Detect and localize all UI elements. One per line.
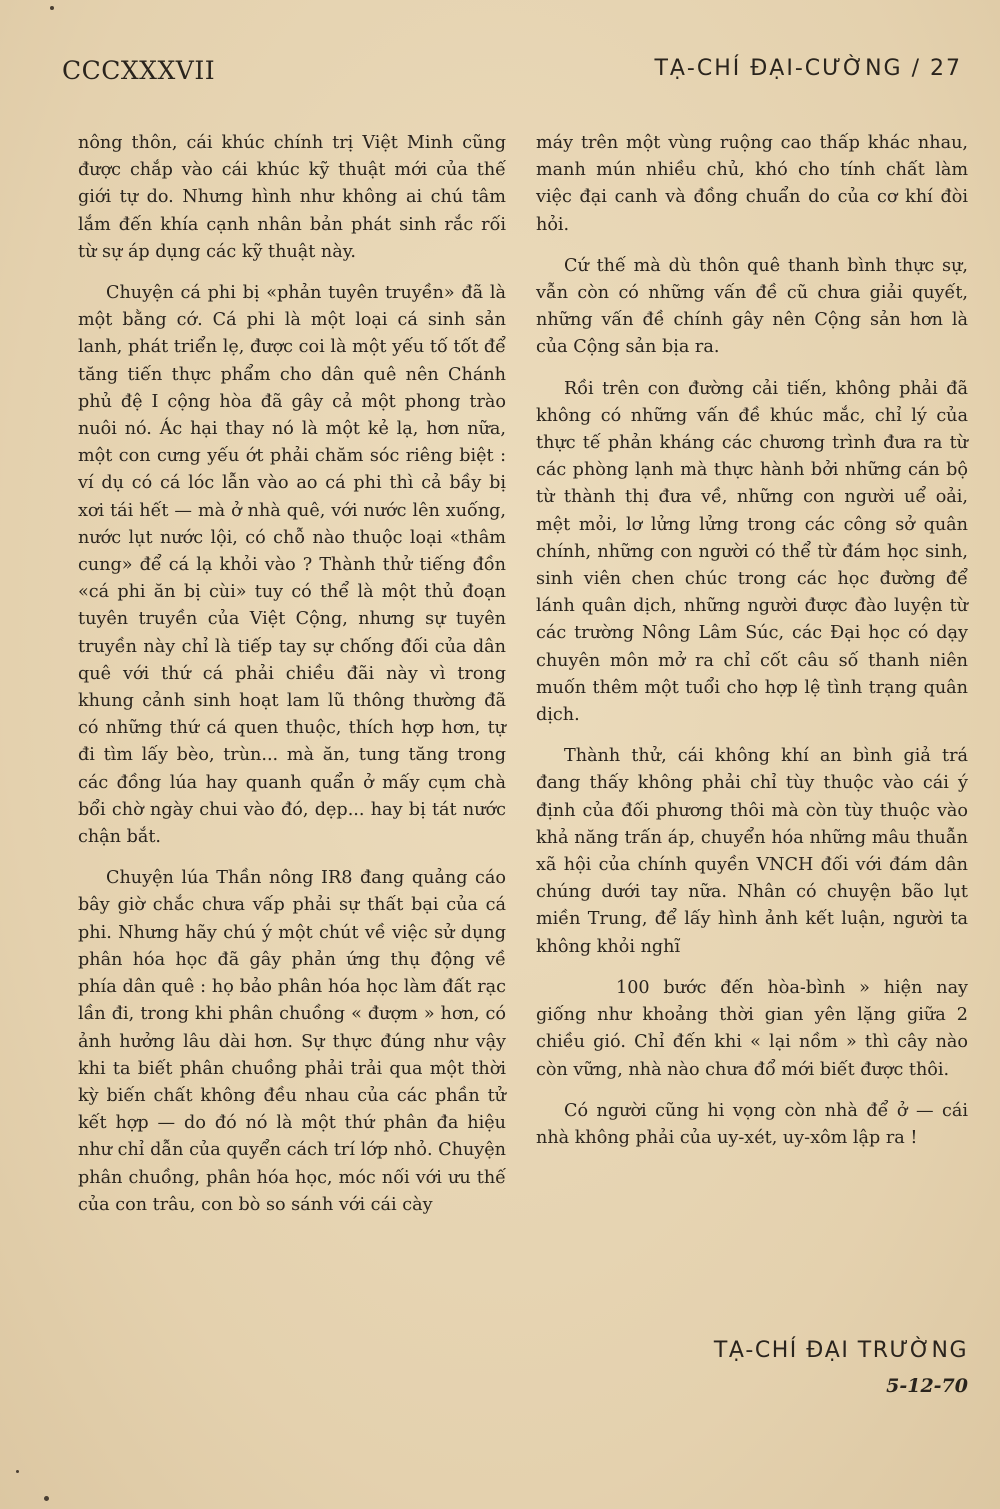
signature-date: 5-12-70 <box>886 1375 968 1397</box>
paper-speck <box>50 6 54 10</box>
paper-speck <box>44 1496 49 1501</box>
paragraph: Có người cũng hi vọng còn nhà để ở — cái nhà không phải của uy-xét, uy-xôm lập ra ! <box>536 1100 968 1148</box>
paragraph: Rồi trên con đường cải tiến, không phải đã không có những vấn đề khúc mắc, chỉ lý của thực tế phản kháng các chương trình đưa ra từ các phòng lạnh mà thực hành bởi những cán bộ từ thành thị đưa về, những con người uể oải, mệt mỏi, lơ lửng lửng trong các công sở quân chính, những con người có thể từ đám học sinh, sinh viên chen chúc trong các học đường để lánh quân dịch, những người được đào luyện từ các trường Nông Lâm Súc, các Đại học có dạy chuyên môn mở ra chỉ cốt câu số thanh niên muốn thêm một tuổi cho hợp lệ tình trạng quân dịch. <box>536 378 968 726</box>
paragraph: Cứ thế mà dù thôn quê thanh bình thực sự, vẫn còn có những vấn đề cũ chưa giải quyết, những vấn đề chính gây nên Cộng sản hơn là của Cộng sản bịa ra. <box>536 255 968 358</box>
paragraph: máy trên một vùng ruộng cao thấp khác nhau, manh mún nhiều chủ, khó cho tính chất làm việc đại canh và đồng chuẩn do của cơ khí đòi hỏi. <box>536 133 968 235</box>
paragraph: Chuyện cá phi bị «phản tuyên truyền» đã là một bằng cớ. Cá phi là một loại cá sinh sản lanh, phát triển lẹ, được coi là một yếu tố tốt để tăng tiến thực phẩm cho dân quê nên Chánh phủ đệ I cộng hòa đã gây cả một phong trào nuôi nó. Ác hại thay nó là một kẻ lạ, hơn nữa, một con cưng yếu ớt phải chăm sóc riêng biệt : ví dụ có cá lóc lẫn vào ao cá phi thì cả bầy bị xơi tái hết — mà ở nhà quê, với nước lên xuống, nước lụt nước lội, có chỗ nào thuộc loại «thâm cung» để cá lạ khỏi vào ? Thành thử tiếng đồn «cá phi ăn bị cùi» tuy có thể là một thủ đoạn tuyên truyền của Việt Cộng, nhưng sự tuyên truyền này chỉ là tiếp tay sự chống đối của dân quê với thứ cá phải chiều đãi này vì trong khung cảnh sinh hoạt lam lũ thông thường đã có những thứ cá quen thuộc, thích hợp hơn, tự đi tìm lấy bèo, trùn... mà ăn, tung tăng trong các đồng lúa hay quanh quẩn ở mấy cụm chà bổi chờ ngày chui vào đó, dẹp... hay bị tát nước chận bắt. <box>78 283 506 848</box>
paragraph: nông thôn, cái khúc chính trị Việt Minh cũng được chắp vào cái khúc kỹ thuật mới của thế giới tự do. Nhưng hình như không ai chú tâm lắm đến khía cạnh nhân bản phát sinh rắc rối từ sự áp dụng các kỹ thuật này. <box>78 133 506 262</box>
author-signature: TẠ-CHÍ ĐẠI TRƯỜNG <box>713 1338 968 1363</box>
paragraph: 100 bước đến hòa-bình » hiện nay giống như khoảng thời gian yên lặng giữa 2 chiều gió. Chỉ đến khi « lại nồm » thì cây nào còn vững, nhà nào chưa đổ mới biết được thôi. <box>536 977 968 1080</box>
paragraph: Thành thử, cái không khí an bình giả trá đang thấy không phải chỉ tùy thuộc vào cái ý định của đối phương thôi mà còn tùy thuộc vào khả năng trấn áp, chuyển hóa những mâu thuẫn xã hội của chính quyền VNCH đối với đám dân chúng dưới tay nữa. Nhân có chuyện bão lụt miền Trung, để lấy hình ảnh kết luận, người ta không khỏi nghĩ <box>536 746 968 957</box>
right-column <box>536 130 968 1166</box>
paper-speck <box>16 1470 19 1473</box>
left-column <box>78 130 506 1233</box>
paragraph: Chuyện lúa Thần nông IR8 đang quảng cáo bây giờ chắc chưa vấp phải sự thất bại của cá phi. Nhưng hãy chú ý một chút về việc sử dụng phân hóa học đã gây phản ứng thụ động về phía dân quê : họ bảo phân hóa học làm đất rạc lần đi, trong khi phân chuồng « đượm » hơn, có ảnh hưởng lâu dài hơn. Sự thực đúng như vậy khi ta biết phân chuồng phải trải qua một thời kỳ biến chất không đều nhau của các phần tử kết hợp — do đó nó là một thứ phân đa hiệu như chỉ dẫn của quyển cách trí lớp nhỏ. Chuyện phân chuồng, phân hóa học, móc nối với ưu thế của con trâu, con bò so sánh với cái cày <box>78 868 506 1215</box>
section-number: CCCXXXVII <box>62 56 216 85</box>
author-page-number: TẠ-CHÍ ĐẠI-CƯỜNG / 27 <box>654 56 962 81</box>
page-header <box>0 0 1000 100</box>
